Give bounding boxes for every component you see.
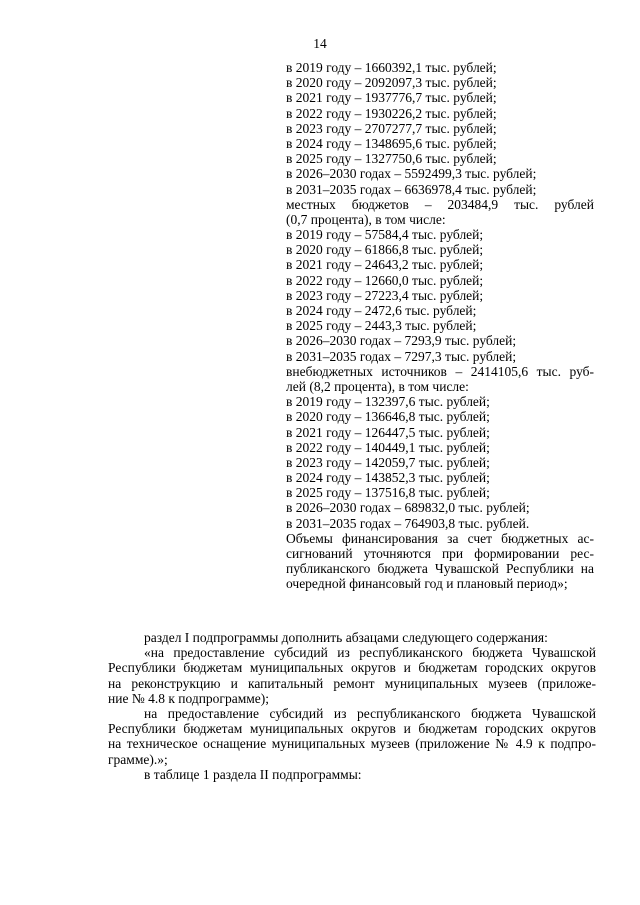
local-budget-header-cont: (0,7 процента), в том числе: xyxy=(286,211,446,227)
list-item: в 2025 году – 137516,8 тыс. рублей; xyxy=(286,485,490,501)
list-item: в 2019 году – 57584,4 тыс. рублей; xyxy=(286,227,484,243)
closing-line: сигнований уточняются при формировании рес- xyxy=(286,546,594,561)
extrabudgetary-header-cont: лей (8,2 процента), в том числе: xyxy=(286,378,469,394)
financing-column xyxy=(286,60,594,592)
closing-line: публиканского бюджета Чувашской Республики на xyxy=(286,561,594,577)
paragraph-line: «на предоставление субсидий из республиканского бюджета Чувашской xyxy=(144,645,596,661)
list-item: в 2022 году – 12660,0 тыс. рублей; xyxy=(286,272,484,288)
list-item: в 2026–2030 годах – 7293,9 тыс. рублей; xyxy=(286,333,517,349)
closing-line: очередной финансовый год и плановый период»; xyxy=(286,576,568,592)
paragraph-section-1: раздел I подпрограммы дополнить абзацами следующего содержания: xyxy=(144,630,548,645)
list-item: в 2019 году – 132397,6 тыс. рублей; xyxy=(286,394,490,410)
paragraph-line: на реконструкцию и капитальный ремонт муниципальных музеев (приложе- xyxy=(108,675,596,691)
local-budget-list xyxy=(286,227,594,364)
list-item: в 2024 году – 1348695,6 тыс. рублей; xyxy=(286,135,497,151)
list-item: в 2020 году – 2092097,3 тыс. рублей; xyxy=(286,75,497,91)
list-item: в 2019 году – 1660392,1 тыс. рублей; xyxy=(286,60,497,75)
list-item: в 2022 году – 1930226,2 тыс. рублей; xyxy=(286,105,497,121)
list-item: в 2031–2035 годах – 764903,8 тыс. рублей. xyxy=(286,515,530,531)
list-item: в 2026–2030 годах – 689832,0 тыс. рублей; xyxy=(286,500,530,516)
list-item: в 2020 году – 136646,8 тыс. рублей; xyxy=(286,409,490,425)
list-item: в 2023 году – 142059,7 тыс. рублей; xyxy=(286,454,490,470)
closing-paragraph xyxy=(286,531,594,592)
list-item: в 2020 году – 61866,8 тыс. рублей; xyxy=(286,242,484,258)
paragraph-line: на техническое оснащение муниципальных музеев (приложение № 4.9 к подпро- xyxy=(108,736,596,752)
closing-line: Объемы финансирования за счет бюджетных ас- xyxy=(286,530,594,546)
paragraph-line: Республики бюджетам муниципальных округов и бюджетам городских округов xyxy=(108,660,596,676)
paragraph-line: Республики бюджетам муниципальных округов и бюджетам городских округов xyxy=(108,721,596,737)
republican-budget-list xyxy=(286,60,594,197)
list-item: в 2021 году – 126447,5 тыс. рублей; xyxy=(286,424,490,440)
list-item: в 2025 году – 1327750,6 тыс. рублей; xyxy=(286,151,497,167)
extrabudgetary-header: внебюджетных источников – 2414105,6 тыс. руб- xyxy=(286,363,594,379)
paragraph-line: на предоставление субсидий из республиканского бюджета Чувашской xyxy=(144,706,596,722)
list-item: в 2026–2030 годах – 5592499,3 тыс. рублей; xyxy=(286,166,537,182)
paragraph-line: грамме).»; xyxy=(108,751,168,767)
paragraph-line: ние № 4.8 к подпрограмме); xyxy=(108,690,270,706)
list-item: в 2025 году – 2443,3 тыс. рублей; xyxy=(286,318,477,334)
page-number: 14 xyxy=(313,36,327,51)
local-budget-header: местных бюджетов – 203484,9 тыс. рублей xyxy=(286,196,594,212)
list-item: в 2023 году – 27223,4 тыс. рублей; xyxy=(286,287,484,303)
extrabudgetary-list xyxy=(286,394,594,531)
list-item: в 2023 году – 2707277,7 тыс. рублей; xyxy=(286,120,497,136)
list-item: в 2031–2035 годах – 6636978,4 тыс. рублей; xyxy=(286,181,537,197)
list-item: в 2021 году – 24643,2 тыс. рублей; xyxy=(286,257,484,273)
list-item: в 2021 году – 1937776,7 тыс. рублей; xyxy=(286,90,497,106)
list-item: в 2024 году – 143852,3 тыс. рублей; xyxy=(286,470,490,486)
list-item: в 2024 году – 2472,6 тыс. рублей; xyxy=(286,303,477,318)
list-item: в 2022 году – 140449,1 тыс. рублей; xyxy=(286,439,490,455)
list-item: в 2031–2035 годах – 7297,3 тыс. рублей; xyxy=(286,348,517,364)
paragraph-table-intro: в таблице 1 раздела II подпрограммы: xyxy=(144,766,362,782)
amendment-text xyxy=(108,630,596,782)
